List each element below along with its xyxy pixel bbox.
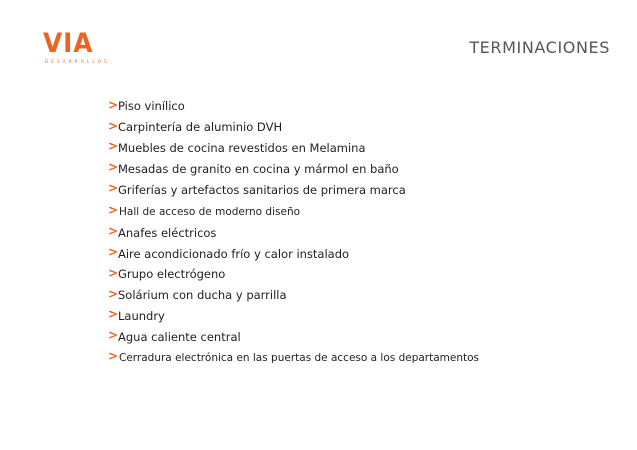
list-item-label: Anafes eléctricos (118, 225, 217, 240)
chevron-right-icon: > (108, 118, 119, 133)
features-list (108, 96, 479, 368)
list-item (108, 138, 479, 159)
chevron-right-icon: > (108, 245, 119, 260)
list-item (108, 96, 479, 117)
list-item (108, 243, 479, 264)
list-item (108, 264, 479, 285)
list-item (108, 179, 479, 201)
list-item-label: Hall de acceso de moderno diseño (119, 205, 301, 218)
list-item (108, 306, 479, 327)
chevron-right-icon: > (108, 203, 119, 218)
list-item-label: Laundry (118, 308, 165, 323)
list-item (108, 326, 479, 347)
list-item-label: Muebles de cocina revestidos en Melamina (118, 140, 366, 155)
logo-wordmark: VIA (43, 28, 94, 59)
list-item (108, 201, 479, 223)
list-item-label: Cerradura electrónica en las puertas de acceso a los departamentos (119, 351, 480, 364)
chevron-right-icon: > (108, 97, 119, 112)
logo-subtitle: DESARROLLOS (45, 59, 110, 64)
list-item-label: Mesadas de granito en cocina y mármol en baño (118, 161, 399, 176)
chevron-right-icon: > (108, 224, 119, 239)
via-logo (43, 28, 110, 66)
list-item-label: Aire acondicionado frío y calor instalado (118, 246, 350, 261)
chevron-right-icon: > (108, 181, 119, 196)
chevron-right-icon: > (108, 328, 119, 343)
list-item (108, 347, 479, 368)
list-item (108, 158, 479, 179)
chevron-right-icon: > (108, 307, 119, 322)
chevron-right-icon: > (108, 160, 119, 175)
chevron-right-icon: > (108, 265, 119, 280)
page-title: TERMINACIONES (469, 38, 610, 57)
list-item-label: Grupo electrógeno (118, 267, 226, 282)
chevron-right-icon: > (108, 349, 119, 364)
list-item-label: Solárium con ducha y parrilla (118, 288, 287, 303)
list-item (108, 222, 479, 243)
list-item-label: Agua caliente central (118, 329, 241, 344)
list-item-label: Griferías y artefactos sanitarios de primera marca (118, 182, 406, 197)
list-item-label: Piso vinílico (118, 99, 185, 114)
list-item-label: Carpintería de aluminio DVH (118, 120, 283, 135)
list-item (108, 117, 479, 138)
chevron-right-icon: > (108, 286, 119, 301)
chevron-right-icon: > (108, 139, 119, 154)
list-item (108, 285, 479, 306)
